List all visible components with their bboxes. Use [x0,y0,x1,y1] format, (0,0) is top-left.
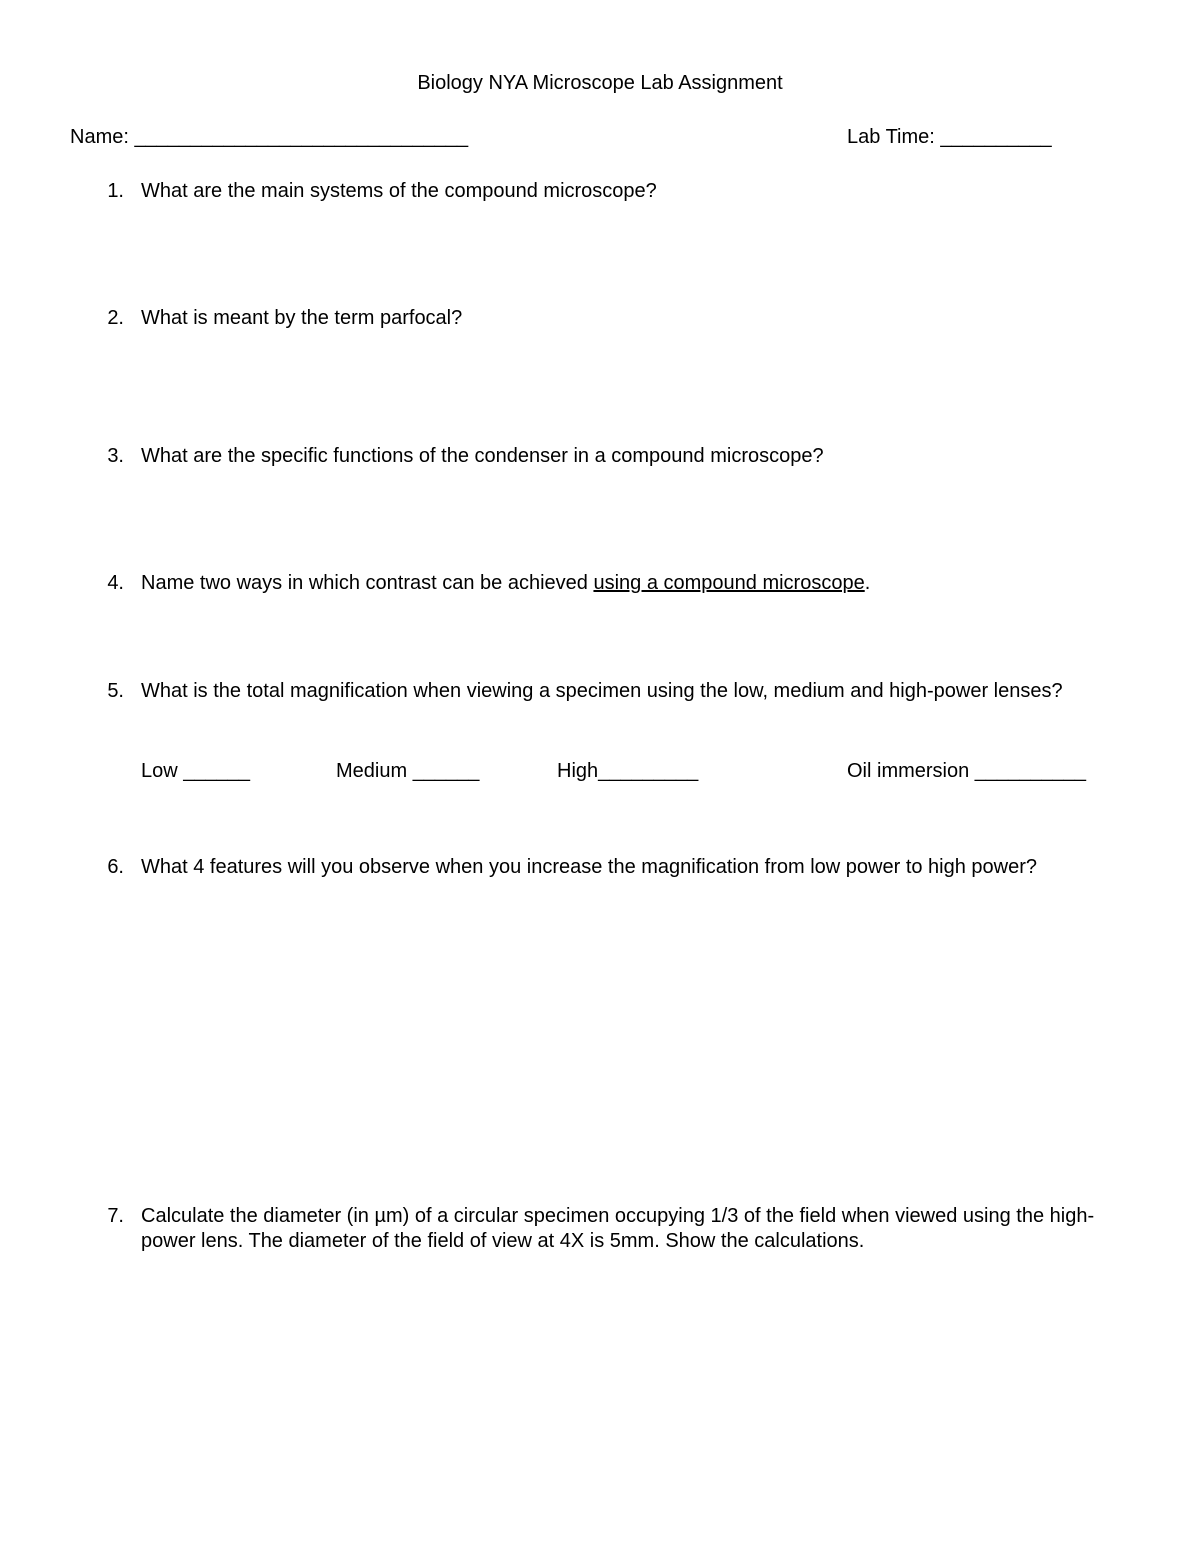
question-7-number: 7. [107,1205,124,1227]
page-title: Biology NYA Microscope Lab Assignment [417,72,783,94]
question-4-text [141,571,1131,596]
answer-high: High_________ [557,760,699,782]
question-4-underlined-phrase: using a compound microscope [593,572,865,594]
question-2-text: What is meant by the term parfocal? [141,307,463,329]
question-7-text: Calculate the diameter (in µm) of a circular specimen occupying 1/3 of the field when viewed using the high-power lens. The diameter of the field of view at 4X is 5mm. Show the calculations. [141,1205,1095,1252]
question-4-text-after: . [864,572,871,594]
name-label: Name: [70,126,129,148]
name-field [70,125,468,149]
question-1-number: 1. [107,180,124,202]
question-4-number: 4. [107,572,124,594]
answer-low: Low ______ [141,760,250,782]
question-6-text: What 4 features will you observe when you increase the magnification from low power to high power? [141,856,1038,878]
name-blank: ______________________________ [134,126,469,148]
question-5-number: 5. [107,680,124,702]
lab-time-label: Lab Time: [847,126,935,148]
question-4-text-before: Name two ways in which contrast can be achieved [141,572,594,594]
question-2-number: 2. [107,307,124,329]
answer-medium: Medium ______ [336,760,480,782]
question-3-number: 3. [107,445,124,467]
question-5-text: What is the total magnification when viewing a specimen using the low, medium and high-power lenses? [141,680,1063,702]
lab-time-field [847,125,1052,149]
question-3-text: What are the specific functions of the condenser in a compound microscope? [141,445,824,467]
answer-oil-immersion: Oil immersion __________ [847,760,1087,782]
question-1-text: What are the main systems of the compound microscope? [141,180,657,202]
question-6-number: 6. [107,856,124,878]
lab-time-blank: __________ [940,126,1052,148]
